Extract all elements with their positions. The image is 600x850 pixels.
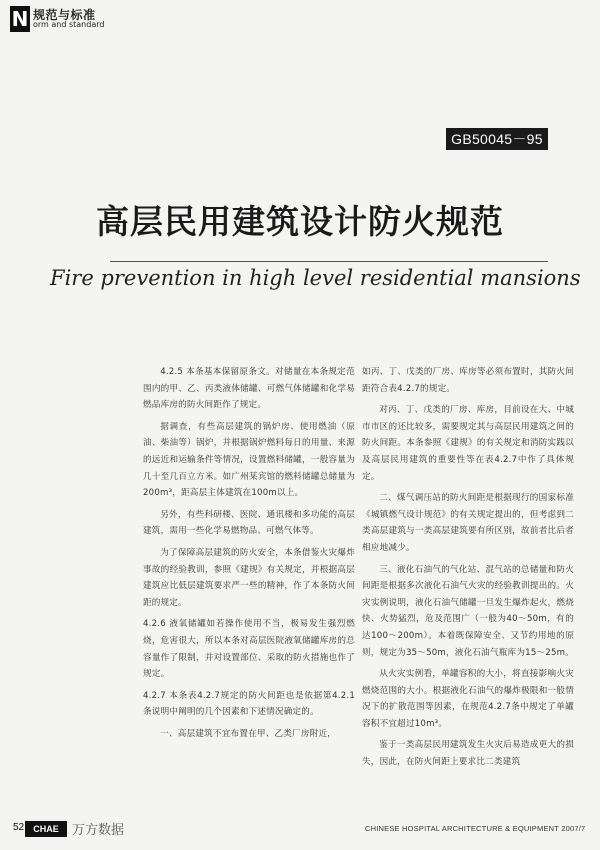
paragraph: 对丙、丁、戊类的厂房、库房，目前设在大、中城市市区的还比较多，需要规定其与高层民用建筑之间的防火间距。本条参照《建规》的有关规定和消防实践以及高层民用建筑的重要性等在表4.2.7中作了具体规定。 bbox=[362, 405, 574, 482]
article-title-cn: 高层民用建筑设计防火规范 bbox=[96, 202, 504, 241]
page-number: 52 bbox=[13, 822, 25, 833]
paragraph: 据调查，有些高层建筑的锅炉房、使用燃油（原油、柴油等）锅炉，并根据锅炉燃料每日的用量、来源的远近和运输条件等情况，设置燃料储罐，一般容量为几十至几百立方米。如广州某宾馆的燃料储罐总储量为200m³，距高层主体建筑在100m以上。 bbox=[143, 421, 355, 499]
article-title-en: Fire prevention in high level residential mansions bbox=[50, 266, 581, 290]
paragraph: 另外，有些科研楼、医院、通讯楼和多功能的高层建筑，需用一些化学易燃物品、可燃气体等。 bbox=[143, 509, 355, 537]
paragraph: 二、煤气调压站的防火间距是根据现行的国家标准《城镇燃气设计规范》的有关规定提出的，但考虑到二类高层建筑与一类高层建筑要有所区别，故前者比后者相应地减少。 bbox=[362, 493, 574, 553]
standard-code-badge: GB50045－95 bbox=[446, 128, 548, 150]
watermark: 万方数据 bbox=[72, 823, 125, 838]
section-title-cn: 规范与标准 bbox=[33, 8, 96, 22]
page-footer bbox=[0, 820, 600, 842]
paragraph: 如丙、丁、戊类的厂房、库房等必须布置时，其防火间距符合表4.2.7的规定。 bbox=[362, 367, 574, 394]
section-title-en: orm and standard bbox=[33, 20, 105, 29]
section-badge: N bbox=[11, 7, 29, 31]
paragraph: 为了保障高层建筑的防火安全，本条借鉴火灾爆炸事故的经验教训，参照《建规》有关规定，并根据高层建筑应比低层建筑要求严一些的精神，作了本条防火间距的规定。 bbox=[143, 547, 355, 608]
paragraph: 鉴于一类高层民用建筑发生火灾后易造成更大的损失，因此，在防火间距上要求比二类建筑 bbox=[362, 740, 574, 768]
paragraph: 4.2.6 液氧储罐如若操作使用不当，极易发生强烈燃烧，危害很大，所以本条对高层医院液氧储罐库房的总容量作了限制，并对设置部位、采取的防火措施也作了规定。 bbox=[143, 619, 355, 680]
left-text-column bbox=[143, 364, 355, 747]
paragraph: 4.2.5 本条基本保留原条文。对储量在本条规定范围内的甲、乙、丙类液体储罐、可燃气体储罐和化学易燃品库房的防火间距作了规定。 bbox=[143, 367, 355, 411]
journal-logo: CHAE bbox=[25, 821, 67, 837]
right-text-column bbox=[362, 364, 574, 776]
title-divider bbox=[110, 261, 548, 262]
journal-name: CHINESE HOSPITAL ARCHITECTURE & EQUIPMENT 2007/7 bbox=[365, 824, 586, 833]
paragraph: 4.2.7 本条表4.2.7规定的防火间距也是依据第4.2.1条说明中阐明的几个因素和下述情况确定的。 bbox=[143, 690, 355, 718]
paragraph: 三、液化石油气的气化站、混气站的总储量和防火间距是根据多次液化石油气火灾的经验教训提出的。火灾实例说明，液化石油气储罐一旦发生爆炸起火，燃烧快、火势猛烈，危及范围广（一般为40～50m，有的达100～200m）。本着既保障安全、又节约用地的原则，规定为35～50m，液化石油气瓶库为15～25m。 bbox=[362, 564, 574, 658]
paragraph: 从火灾实例看，单罐容积的大小，将直接影响火灾燃烧范围的大小。根据液化石油气的爆炸极限和一般情况下的扩散范围等因素，在规范4.2.7条中规定了单罐容积不宜超过10m³。 bbox=[362, 669, 574, 729]
paragraph: 一、高层建筑不宜布置在甲、乙类厂房附近， bbox=[160, 728, 337, 739]
